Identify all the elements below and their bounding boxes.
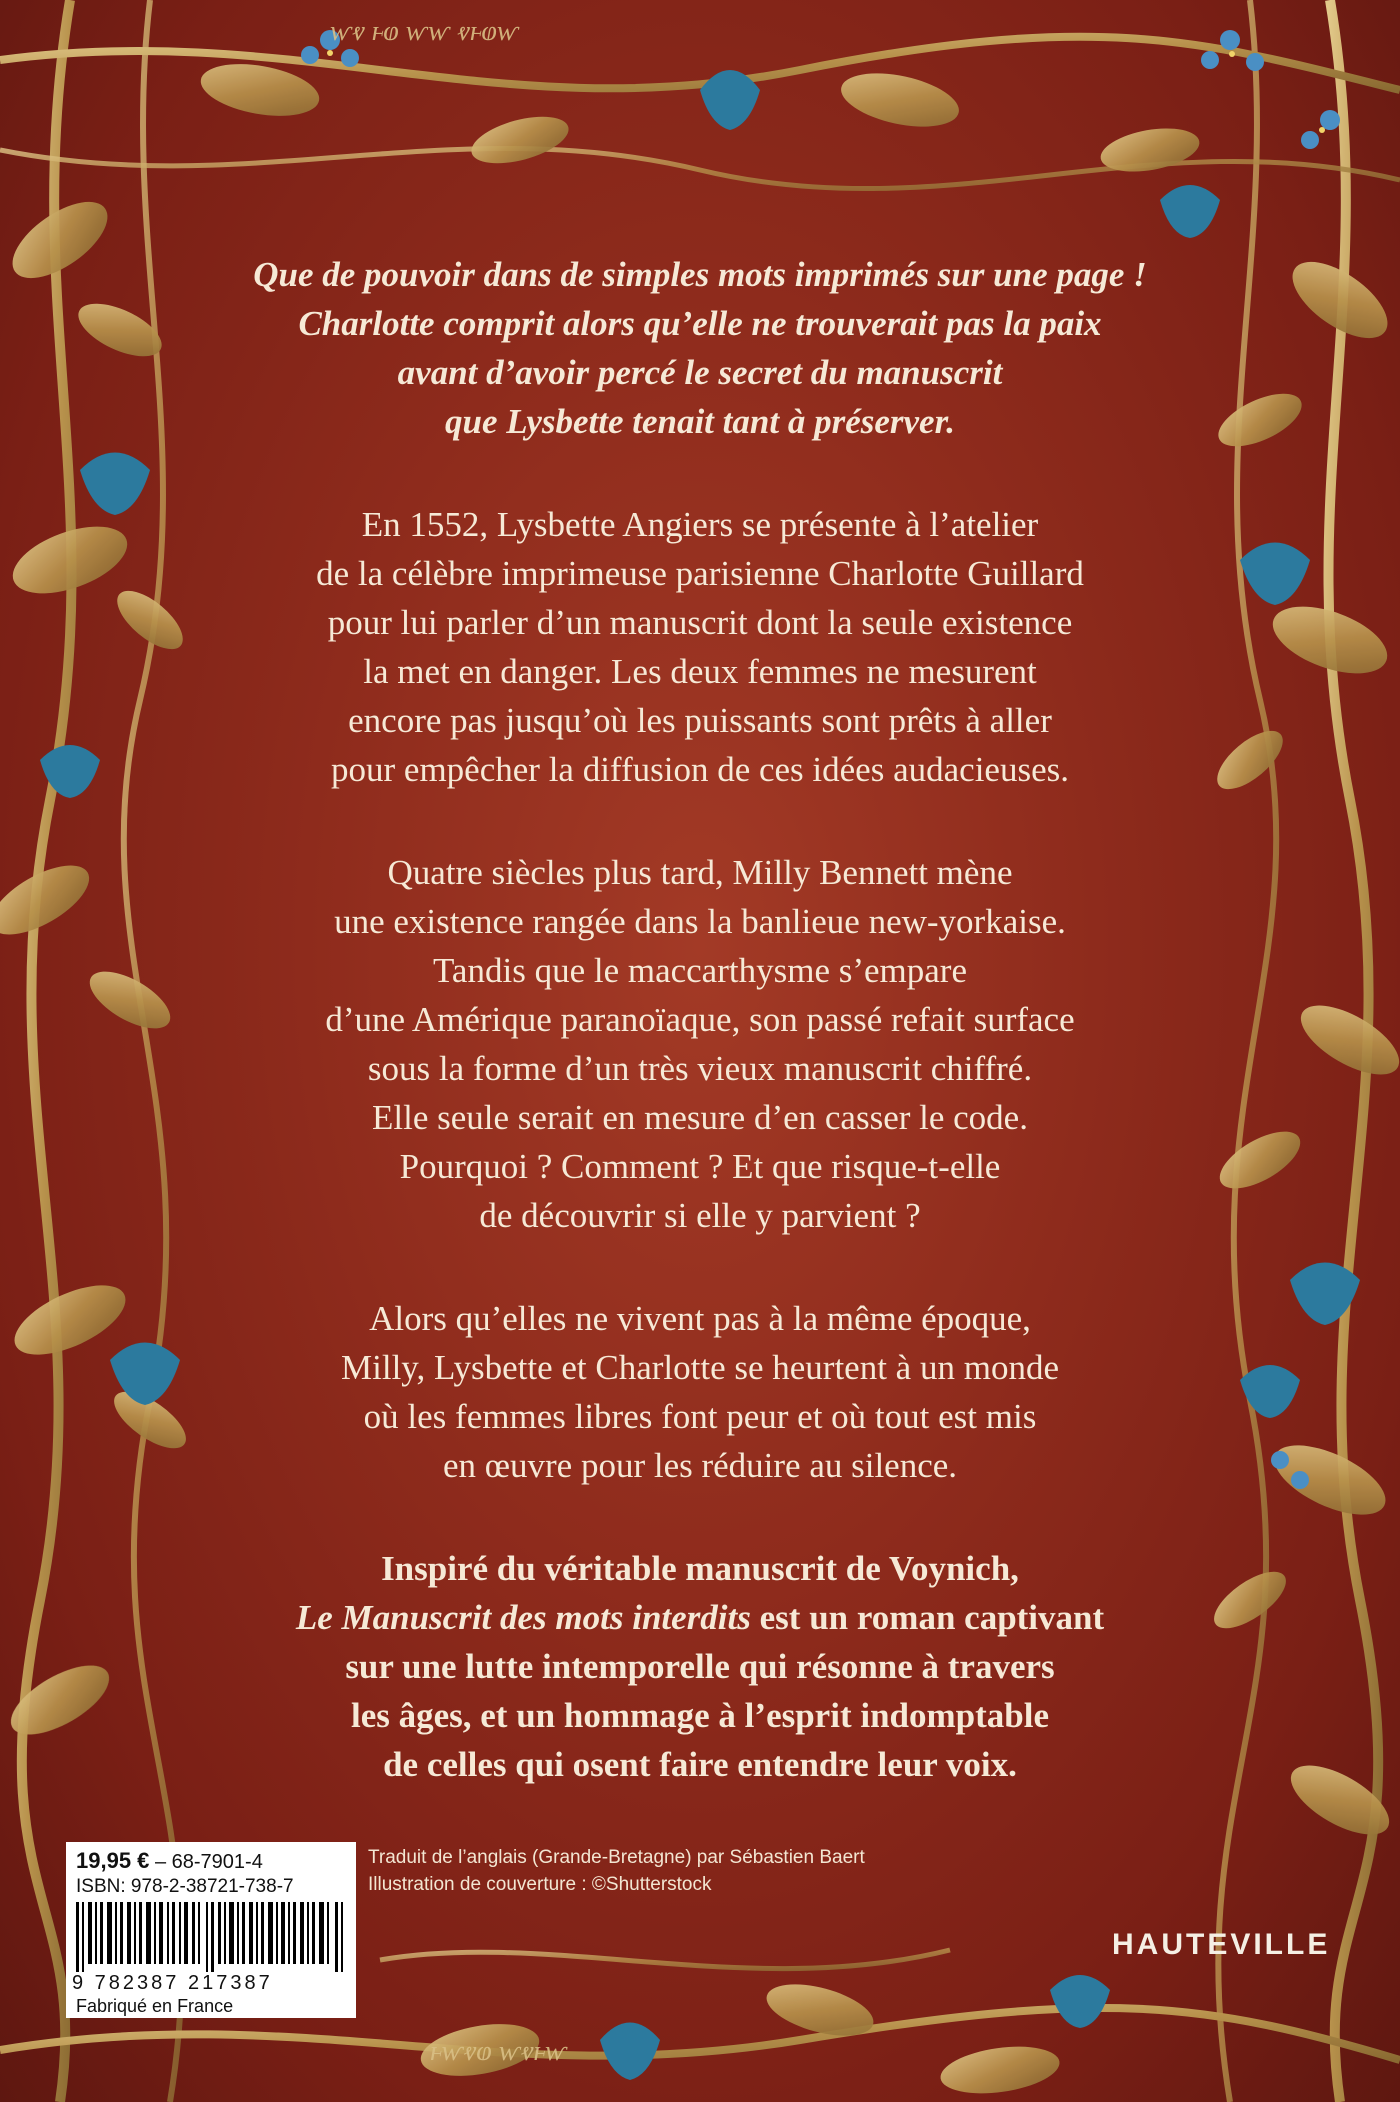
text-line: Tandis que le maccarthysme s’empare <box>433 951 967 990</box>
text-line: où les femmes libres font peur et où tout est mis <box>363 1397 1037 1436</box>
text-line: Elle seule serait en mesure d’en casser le code. <box>372 1098 1028 1137</box>
text-line: les âges, et un hommage à l’esprit indomptable <box>350 1696 1050 1735</box>
text-line: sur une lutte intemporelle qui résonne à travers <box>345 1647 1055 1686</box>
paragraph-milly <box>190 848 1210 1240</box>
translation-credit: Traduit de l’anglais (Grande-Bretagne) par Sébastien Baert <box>368 1847 865 1868</box>
back-cover-blurb <box>190 250 1210 1843</box>
barcode-icon <box>76 1902 346 1972</box>
text-line: d’une Amérique paranoïaque, son passé refait surface <box>325 1000 1075 1039</box>
text-line: de la célèbre imprimeuse parisienne Charlotte Guillard <box>316 554 1084 593</box>
text-line: Quatre siècles plus tard, Milly Bennett mène <box>387 853 1013 892</box>
text-line: une existence rangée dans la banlieue new-yorkaise. <box>334 902 1066 941</box>
text-line: la met en danger. Les deux femmes ne mesurent <box>363 652 1037 691</box>
text-line: encore pas jusqu’où les puissants sont prêts à aller <box>348 701 1052 740</box>
text-line: pour lui parler d’un manuscrit dont la seule existence <box>327 603 1073 642</box>
book-title: Le Manuscrit des mots interdits <box>295 1598 751 1637</box>
barcode-digits: 9 782387 217387 <box>72 1972 273 1994</box>
text-line <box>190 1593 1210 1642</box>
text-line: pour empêcher la diffusion de ces idées audacieuses. <box>331 750 1069 789</box>
text-line: de découvrir si elle y parvient ? <box>479 1196 921 1235</box>
illustration-credit: Illustration de couverture : ©Shutterstock <box>368 1874 712 1895</box>
publisher-logo: HAUTEVILLE <box>1112 1928 1331 1961</box>
paragraph-women <box>190 1294 1210 1490</box>
closing-paragraph <box>190 1544 1210 1789</box>
text-line: Pourquoi ? Comment ? Et que risque-t-elle <box>399 1147 1001 1186</box>
text-line: Alors qu’elles ne vivent pas à la même époque, <box>369 1299 1031 1338</box>
text-fragment: est un roman captivant <box>750 1598 1105 1637</box>
text-line: en œuvre pour les réduire au silence. <box>442 1446 958 1485</box>
quote-line: Charlotte comprit alors qu’elle ne trouverait pas la paix <box>298 304 1102 343</box>
product-code: – 68-7901-4 <box>154 1851 263 1873</box>
opening-quote <box>190 250 1210 446</box>
paragraph-1552 <box>190 500 1210 794</box>
credits <box>368 1844 865 1898</box>
text-line: Milly, Lysbette et Charlotte se heurtent à un monde <box>341 1348 1059 1387</box>
text-line: En 1552, Lysbette Angiers se présente à l’atelier <box>361 505 1039 544</box>
text-line: sous la forme d’un très vieux manuscrit chiffré. <box>367 1049 1033 1088</box>
quote-line: Que de pouvoir dans de simples mots imprimés sur une page ! <box>253 255 1147 294</box>
isbn: ISBN: 978-2-38721-738-7 <box>76 1876 294 1897</box>
text-line: de celles qui osent faire entendre leur voix. <box>383 1745 1017 1784</box>
price: 19,95 € <box>76 1848 150 1873</box>
quote-line: avant d’avoir percé le secret du manuscrit <box>397 353 1003 392</box>
price-row <box>76 1848 263 1874</box>
quote-line: que Lysbette tenait tant à préserver. <box>444 402 956 441</box>
svg-text:ⱳⱴ ⱶⱷ ⱳⱳ ⱴⱶⱷⱳ: ⱳⱴ ⱶⱷ ⱳⱳ ⱴⱶⱷⱳ <box>330 16 520 47</box>
made-in: Fabriqué en France <box>76 1996 234 2016</box>
barcode-label <box>66 1842 356 2018</box>
text-line: Inspiré du véritable manuscrit de Voynich, <box>381 1549 1019 1588</box>
svg-text:ⱶⱳⱴⱷ ⱳⱴⱶⱳ: ⱶⱳⱴⱷ ⱳⱴⱶⱳ <box>430 2036 568 2067</box>
